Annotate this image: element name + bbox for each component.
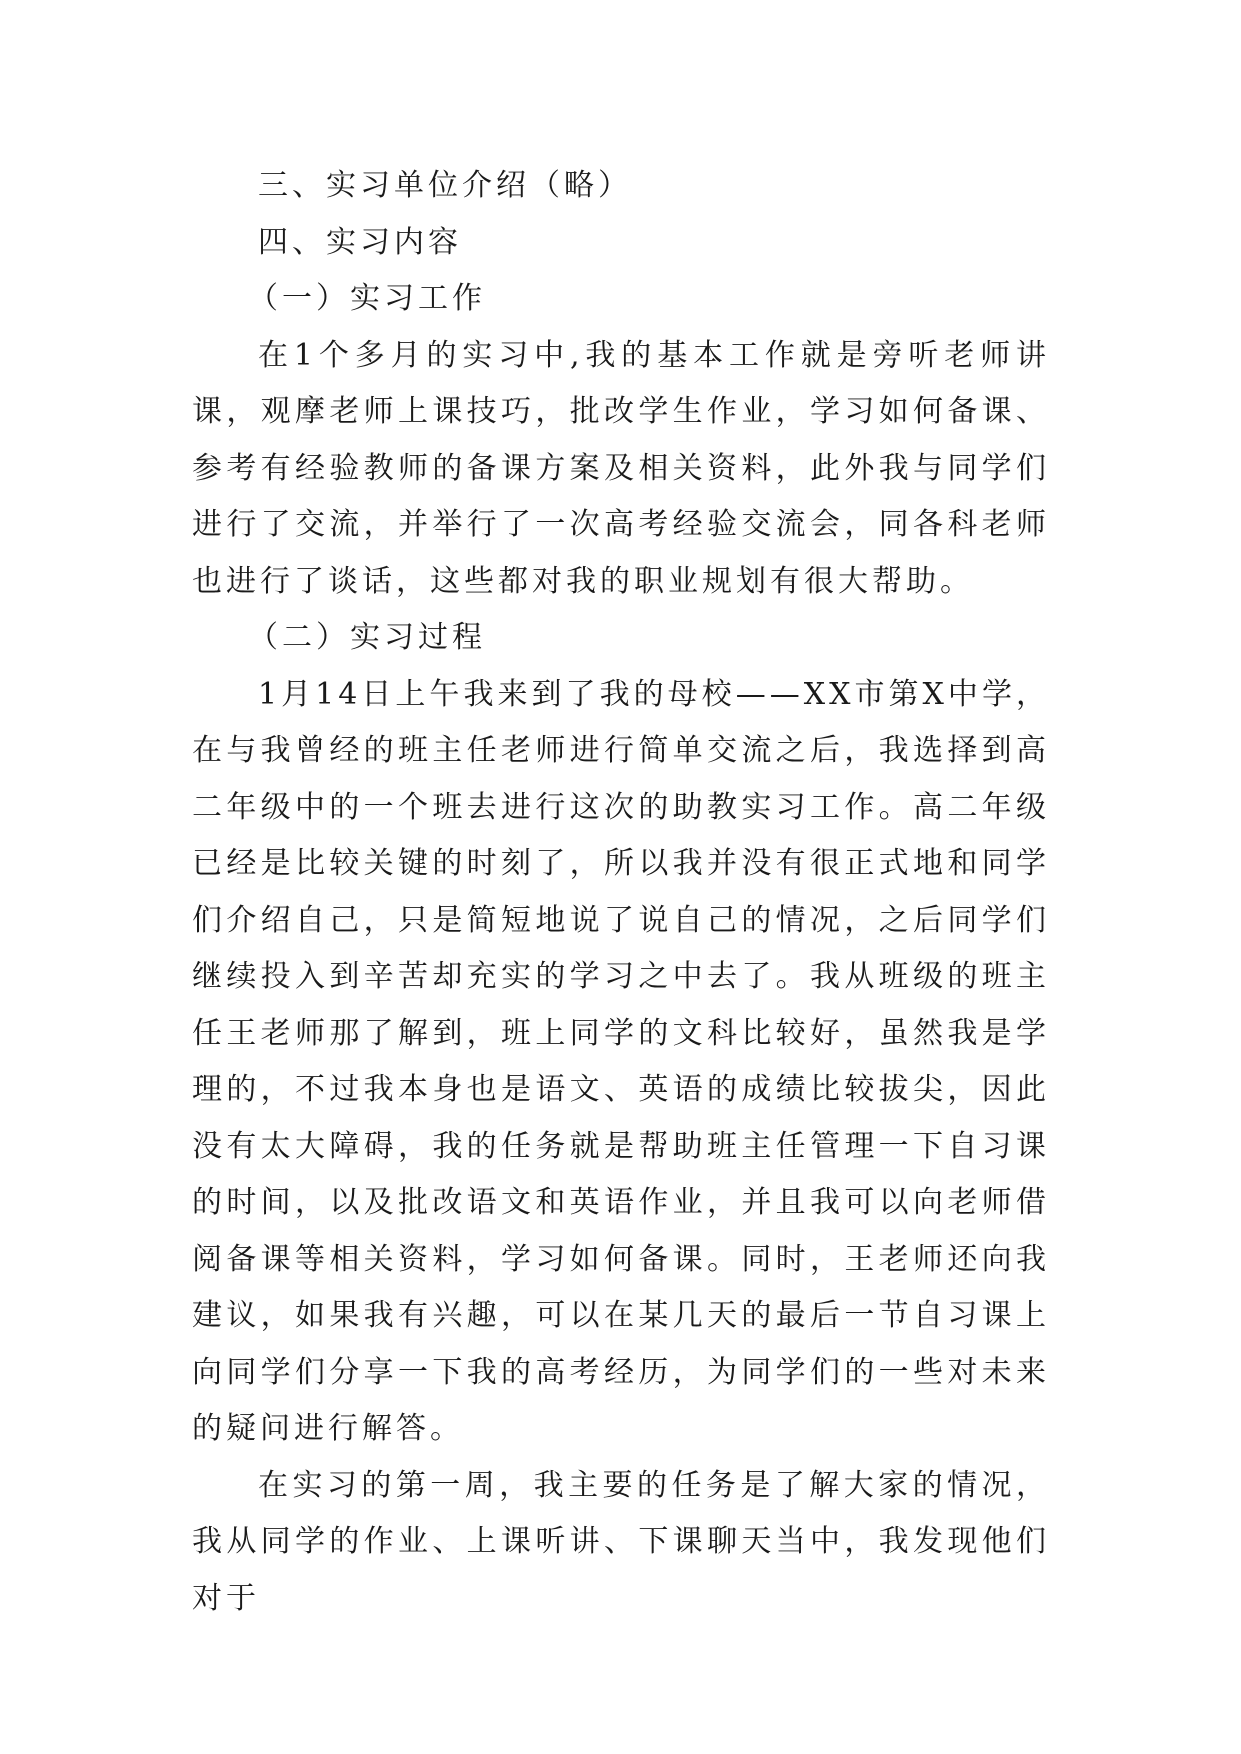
document-body <box>192 158 1050 1627</box>
paragraph-internship-process: 1月14日上午我来到了我的母校——XX市第X中学，在与我曾经的班主任老师进行简单交流之后，我选择到高二年级中的一个班去进行这次的助教实习工作。高二年级已经是比较关键的时刻了，所以我并没有很正式地和同学们介绍自己，只是简短地说了说自己的情况，之后同学们继续投入到辛苦却充实的学习之中去了。我从班级的班主任王老师那了解到，班上同学的文科比较好，虽然我是学理的，不过我本身也是语文、英语的成绩比较拔尖，因此没有太大障碍，我的任务就是帮助班主任管理一下自习课的时间，以及批改语文和英语作业，并且我可以向老师借阅备课等相关资料，学习如何备课。同时，王老师还向我建议，如果我有兴趣，可以在某几天的最后一节自习课上向同学们分享一下我的高考经历，为同学们的一些对未来的疑问进行解答。 <box>192 676 1050 1446</box>
subsection-heading-internship-process: （二）实习过程 <box>248 620 486 655</box>
paragraph-internship-work: 在1个多月的实习中,我的基本工作就是旁听老师讲课，观摩老师上课技巧，批改学生作业，学习如何备课、参考有经验教师的备课方案及相关资料，此外我与同学们进行了交流，并举行了一次高考经验交流会，同各科老师也进行了谈话，这些都对我的职业规划有很大帮助。 <box>192 337 1050 599</box>
paragraph-first-week: 在实习的第一周，我主要的任务是了解大家的情况，我从同学的作业、上课听讲、下课聊天当中，我发现他们对于 <box>192 1467 1050 1616</box>
section-heading-internship-unit: 三、实习单位介绍（略） <box>258 168 632 203</box>
section-heading-internship-content: 四、实习内容 <box>258 224 462 260</box>
subsection-heading-internship-work: （一）实习工作 <box>248 281 486 316</box>
